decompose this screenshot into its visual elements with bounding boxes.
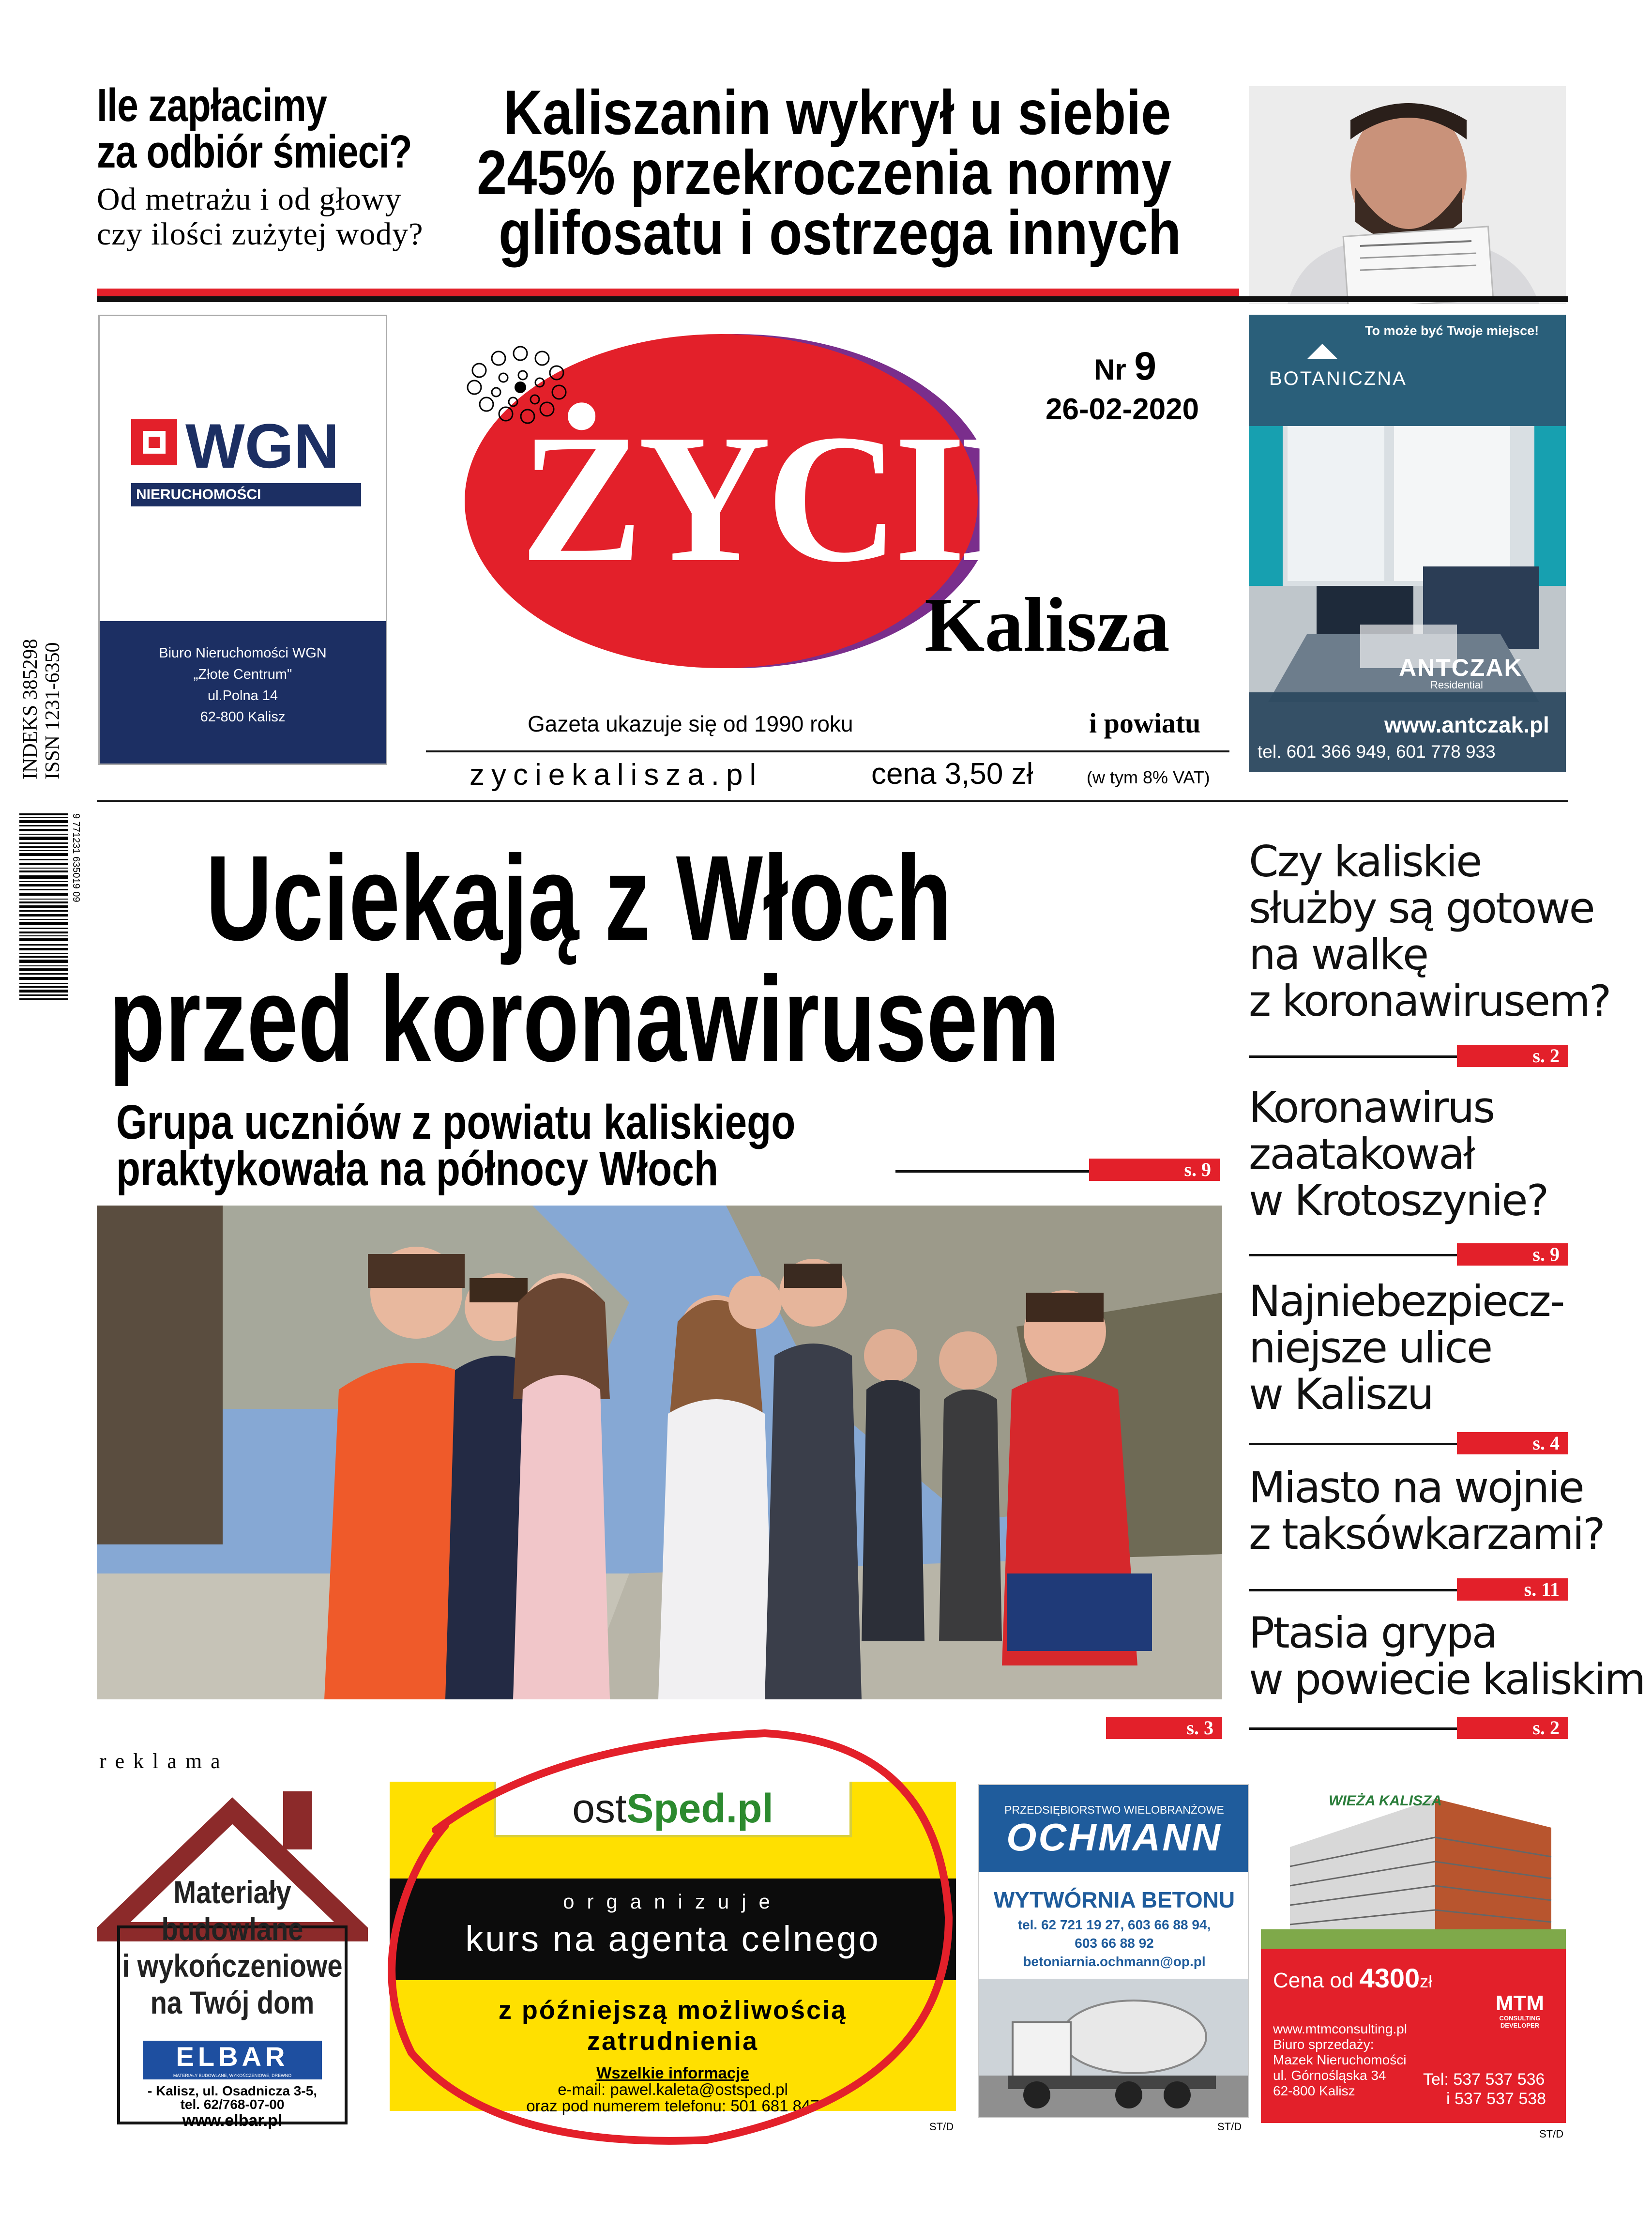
mtm-price-value: 4300 bbox=[1359, 1963, 1420, 1993]
sidebar-rule bbox=[1249, 1589, 1457, 1591]
ochmann-product: WYTWÓRNIA BETONU bbox=[993, 1887, 1235, 1912]
red-circle-marker bbox=[368, 1714, 978, 2159]
elbar-line4: na Twój dom bbox=[150, 1985, 315, 2020]
masthead[interactable] bbox=[426, 315, 1229, 799]
top-left-teaser[interactable] bbox=[97, 79, 474, 252]
mtm-contact bbox=[1273, 2021, 1407, 2099]
sidebar-item-line: zaatakował bbox=[1249, 1129, 1474, 1179]
main-subhead[interactable] bbox=[116, 1095, 915, 1196]
sidebar-item-line: w Krotoszynie? bbox=[1249, 1176, 1548, 1225]
ad-ochmann[interactable] bbox=[978, 1784, 1249, 2118]
index-line1: INDEKS 385298 bbox=[19, 639, 42, 779]
sidebar-page-ref[interactable]: s. 2 bbox=[1457, 1717, 1568, 1739]
sidebar-page-ref[interactable]: s. 2 bbox=[1457, 1045, 1568, 1067]
masthead-subtitle: Kalisza bbox=[925, 581, 1170, 668]
price: cena 3,50 zł bbox=[871, 757, 1033, 791]
teaser-sub-line2: czy ilości zużytej wody? bbox=[97, 216, 424, 252]
ochmann-top: PRZEDSIĘBIORSTWO WIELOBRANŻOWE bbox=[1004, 1803, 1224, 1816]
sidebar-item-line: z koronawirusem? bbox=[1249, 976, 1610, 1026]
wgn-sub-bar bbox=[131, 483, 361, 506]
ostsped-line1: z późniejszą możliwością bbox=[498, 1996, 848, 2025]
wgn-address-block bbox=[100, 621, 386, 764]
mtm-price-unit: zł bbox=[1420, 1971, 1433, 1991]
wgn-logo bbox=[131, 411, 364, 481]
barcode-number: 9 771231 635019 09 bbox=[71, 813, 81, 902]
ochmann-email[interactable]: betoniarnia.ochmann@op.pl bbox=[1023, 1954, 1206, 1969]
elbar-line1: Materiały bbox=[173, 1874, 291, 1910]
mtm-price-label: Cena od bbox=[1273, 1969, 1354, 1992]
ochmann-contact bbox=[979, 1916, 1249, 1971]
elbar-line2: budowlane bbox=[161, 1911, 303, 1947]
elbar-tel: tel. 62/768-07-00 bbox=[180, 2097, 285, 2112]
wgn-line3: ul.Polna 14 bbox=[207, 688, 278, 703]
price-vat: (w tym 8% VAT) bbox=[1087, 767, 1210, 787]
barcode bbox=[19, 813, 81, 1002]
ostsped-phone: oraz pod numerem telefonu: 501 681 847 bbox=[526, 2097, 819, 2115]
antczak-url[interactable]: www.antczak.pl bbox=[1384, 712, 1549, 737]
antczak-sub: Residential bbox=[1430, 679, 1483, 691]
wgn-line4: 62-800 Kalisz bbox=[200, 709, 286, 725]
mtm-tel2: i 537 537 538 bbox=[1446, 2090, 1546, 2108]
mtm-office-line4: 62-800 Kalisz bbox=[1273, 2083, 1355, 2098]
teaser-center-line2: 245% przekroczenia normy bbox=[477, 137, 1172, 208]
man-with-document-photo bbox=[1249, 86, 1566, 304]
sidebar-item-line: Czy kaliskie bbox=[1249, 837, 1481, 886]
ad-wgn[interactable] bbox=[98, 315, 387, 765]
ostsped-email[interactable]: e-mail: pawel.kaleta@ostsped.pl bbox=[558, 2080, 788, 2098]
concrete-truck-photo bbox=[979, 1979, 1249, 2118]
reklama-label: reklama bbox=[99, 1749, 229, 1773]
main-subhead-line2: praktykowała na północy Włoch bbox=[116, 1142, 718, 1196]
botaniczna-tagline: To może być Twoje miejsce! bbox=[1365, 323, 1539, 338]
index-issn bbox=[19, 576, 64, 779]
issue-number bbox=[1094, 344, 1156, 389]
teaser-center-line1: Kaliszanin wykrył u siebie bbox=[503, 77, 1171, 148]
teaser-sub-line1: Od metrażu i od głowy bbox=[97, 182, 402, 217]
elbar-line3: i wykończeniowe bbox=[122, 1948, 343, 1984]
masthead-rule bbox=[426, 750, 1229, 752]
teaser-center-line3: glifosatu i ostrzega innych bbox=[499, 197, 1182, 268]
sidebar-item-line: Koronawirus bbox=[1249, 1083, 1494, 1132]
ostsped-logo-b: Sped bbox=[626, 1786, 726, 1831]
elbar-headline bbox=[97, 1874, 368, 2021]
mtm-brand: MTM bbox=[1495, 1991, 1545, 2015]
mtm-phones bbox=[1423, 2070, 1546, 2108]
mtm-office-line3: ul. Górnośląska 34 bbox=[1273, 2068, 1386, 2083]
wgn-line2: „Złote Centrum" bbox=[193, 667, 292, 682]
wgn-brand: WGN bbox=[185, 411, 339, 481]
sidebar-item-line: na walkę bbox=[1249, 930, 1428, 979]
sidebar-item-line: Miasto na wojnie bbox=[1249, 1463, 1583, 1512]
sidebar-page-ref[interactable]: s. 11 bbox=[1457, 1578, 1568, 1601]
antczak-phone: tel. 601 366 949, 601 778 933 bbox=[1258, 742, 1496, 762]
story-page-ref[interactable]: s. 9 bbox=[1089, 1159, 1220, 1181]
main-subhead-line1: Grupa uczniów z powiatu kaliskiego bbox=[116, 1095, 796, 1149]
main-headline-line2: przed koronawirusem bbox=[109, 951, 1060, 1086]
masthead-powiat: i powiatu bbox=[1089, 707, 1201, 739]
wgn-sub: NIERUCHOMOŚCI bbox=[136, 487, 261, 503]
top-black-rule bbox=[97, 296, 1568, 302]
issue-value: 9 bbox=[1134, 344, 1156, 388]
teaser-photo[interactable] bbox=[1249, 86, 1566, 304]
sidebar-item-line: z taksówkarzami? bbox=[1249, 1509, 1604, 1559]
sidebar-page-ref[interactable]: s. 9 bbox=[1457, 1243, 1568, 1266]
elbar-logo-sub: MATERIAŁY BUDOWLANE, WYKOŃCZENIOWE, DREWNO bbox=[173, 2073, 292, 2078]
ostsped-organizuje: organizuje bbox=[563, 1890, 783, 1913]
ostsped-code: ST/D bbox=[929, 2121, 954, 2133]
sidebar-item-line: Najniebezpiecz- bbox=[1249, 1276, 1564, 1326]
ad-botaniczna[interactable] bbox=[1249, 315, 1566, 772]
ostsped-info: Wszelkie informacje bbox=[596, 2064, 749, 2082]
ostsped-logo-a: ost bbox=[572, 1786, 627, 1831]
elbar-contact bbox=[119, 2084, 346, 2130]
sidebar-item-line: w powiecie kaliskim bbox=[1249, 1654, 1645, 1704]
teaser-headline-line2: za odbiór śmieci? bbox=[97, 126, 412, 178]
masthead-bottom-rule bbox=[97, 800, 1568, 802]
elbar-address: - Kalisz, ul. Osadnicza 3-5, bbox=[147, 2083, 318, 2098]
ad-mtm[interactable] bbox=[1261, 1784, 1566, 2123]
home-icon bbox=[1307, 344, 1338, 359]
ostsped-line2: zatrudnienia bbox=[587, 2027, 759, 2056]
top-center-teaser[interactable] bbox=[477, 77, 1227, 268]
main-photo[interactable] bbox=[97, 1206, 1222, 1699]
ochmann-tel1: tel. 62 721 19 27, 603 66 88 94, bbox=[1017, 1917, 1211, 1932]
mtm-project-name: WIEŻA KALISZA bbox=[1329, 1793, 1442, 1809]
mtm-price-line bbox=[1273, 1962, 1432, 1994]
mtm-office-line2: Mazek Nieruchomości bbox=[1273, 2052, 1407, 2067]
mtm-office-line1: Biuro sprzedaży: bbox=[1273, 2037, 1374, 2052]
mtm-url[interactable]: www.mtmconsulting.pl bbox=[1273, 2021, 1407, 2036]
ochmann-tel2: 603 66 88 92 bbox=[1075, 1936, 1154, 1951]
issue-date: 26-02-2020 bbox=[1046, 393, 1199, 426]
masthead-title-text: ŻYCIE bbox=[520, 397, 1079, 600]
sidebar-item-line: niejsze ulice bbox=[1249, 1323, 1492, 1373]
teaser-headline-line1: Ile zapłacimy bbox=[97, 79, 327, 131]
sidebar-item-line: w Kaliszu bbox=[1249, 1369, 1433, 1419]
wgn-square-icon bbox=[131, 419, 177, 465]
sidebar-rule bbox=[1249, 1055, 1457, 1058]
mtm-code: ST/D bbox=[1539, 2128, 1564, 2140]
barcode-graphic bbox=[19, 813, 77, 1002]
sidebar-rule bbox=[1249, 1727, 1457, 1730]
published-since: Gazeta ukazuje się od 1990 roku bbox=[528, 711, 853, 736]
mtm-logo bbox=[1488, 1992, 1551, 2029]
top-red-rule bbox=[97, 289, 1239, 296]
elbar-url[interactable]: www.elbar.pl bbox=[182, 2111, 283, 2130]
botaniczna-name: BOTANICZNA bbox=[1269, 368, 1407, 389]
masthead-title bbox=[520, 397, 1079, 600]
issn-line: ISSN 1231-6350 bbox=[42, 642, 64, 779]
ostsped-logo-c: .pl bbox=[726, 1786, 773, 1831]
photo-page-ref[interactable]: s. 3 bbox=[1106, 1717, 1222, 1739]
ad-elbar[interactable] bbox=[97, 1777, 368, 2128]
mtm-brand-sub: CONSULTING DEVELOPER bbox=[1499, 2015, 1541, 2029]
subhead-rule bbox=[895, 1170, 1089, 1173]
wgn-line1: Biuro Nieruchomości WGN bbox=[159, 645, 327, 661]
sidebar-rule bbox=[1249, 1443, 1457, 1445]
main-headline-line1: Uciekają z Włoch bbox=[206, 830, 952, 965]
sidebar-item-line: Ptasia grypa bbox=[1249, 1608, 1497, 1658]
ochmann-code: ST/D bbox=[1217, 2121, 1242, 2133]
ochmann-header bbox=[979, 1785, 1249, 1872]
main-headline[interactable] bbox=[109, 830, 1222, 1086]
sidebar-rule bbox=[1249, 1254, 1457, 1256]
website-link[interactable]: zyciekalisza.pl bbox=[470, 758, 763, 792]
elbar-logo-text: ELBAR bbox=[176, 2041, 289, 2072]
students-photo bbox=[97, 1206, 1222, 1699]
elbar-logo bbox=[143, 2041, 322, 2079]
sidebar-page-ref[interactable]: s. 4 bbox=[1457, 1432, 1568, 1454]
mtm-tel1: Tel: 537 537 536 bbox=[1423, 2070, 1545, 2089]
issue-label: Nr bbox=[1094, 353, 1126, 386]
ostsped-course: kurs na agenta celnego bbox=[465, 1919, 880, 1959]
antczak-brand: ANTCZAK bbox=[1399, 654, 1523, 681]
ochmann-brand: OCHMANN bbox=[1006, 1816, 1222, 1859]
sidebar-item-line: służby są gotowe bbox=[1249, 883, 1594, 933]
